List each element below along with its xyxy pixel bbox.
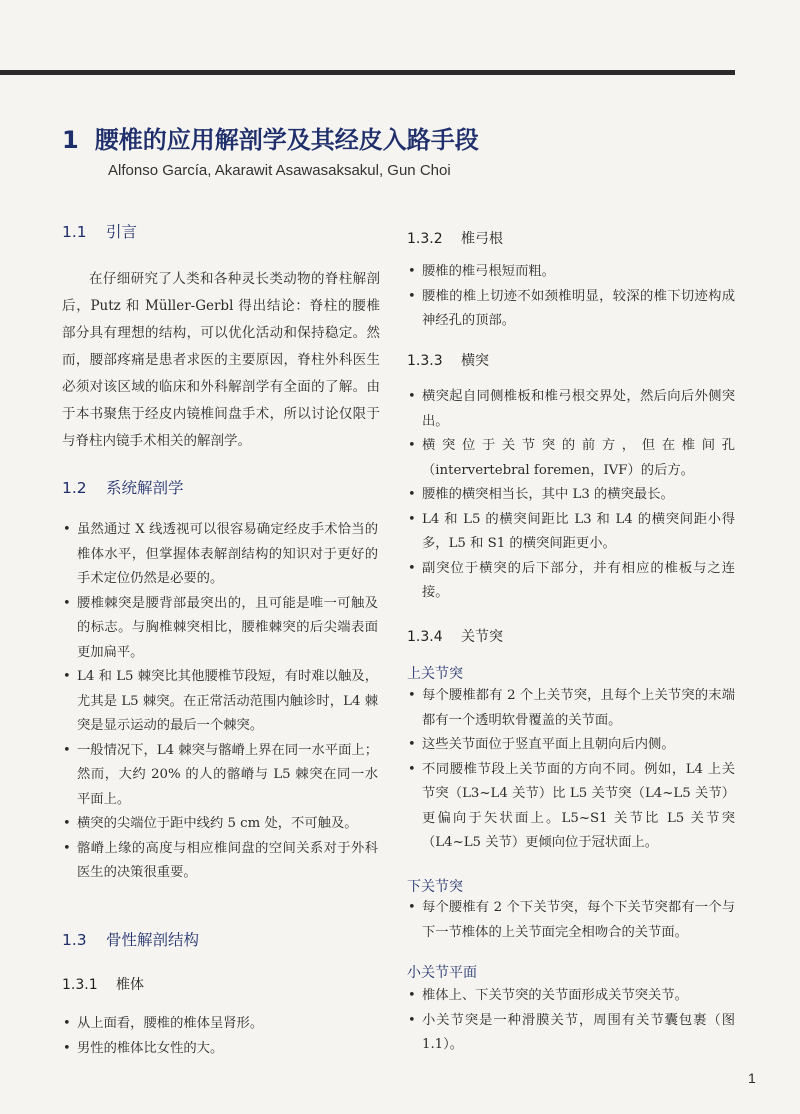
subsection-heading-transverse: 1.3.3 横突 [407, 353, 489, 369]
list-item: • 男性的椎体比女性的大。 [62, 1037, 378, 1062]
pedicle-bullet-list [407, 260, 735, 334]
list-item: • 小关节突是一种滑膜关节，周围有关节囊包裹（图 1.1）。 [407, 1009, 735, 1058]
list-item: • 腰椎棘突是腰背部最突出的，且可能是唯一可触及的标志。与胸椎棘突相比，腰椎棘突的后尖端表面更加扁平。 [62, 592, 378, 666]
list-item: • 不同腰椎节段上关节面的方向不同。例如，L4 上关节突（L3~L4 关节）比 L5 关节突（L4~L5 关节）更偏向于矢状面上。L5~S1 关节比 L5 关节突（L4~L5 关节）更倾向位于冠状面上。 [407, 758, 735, 856]
inferior-articular-heading: 下关节突 [407, 879, 463, 895]
chapter-authors: Alfonso García, Akarawit Asawasaksakul, Gun Choi [108, 162, 451, 179]
facet-plane-heading: 小关节平面 [407, 965, 477, 981]
page-number: 1 [748, 1070, 756, 1086]
list-item: • 横突位于关节突的前方，但在椎间孔（intervertebral foremen，IVF）的后方。 [407, 434, 735, 483]
list-item: • 每个腰椎都有 2 个上关节突，且每个上关节突的末端都有一个透明软骨覆盖的关节面。 [407, 684, 735, 733]
intro-paragraph: 在仔细研究了人类和各种灵长类动物的脊柱解剖后，Putz 和 Müller-Gerbl 得出结论：脊柱的腰椎部分具有理想的结构，可以优化活动和保持稳定。然而，腰部疼痛是患者求医的主要原因，脊柱外科医生必须对该区域的临床和外科解剖学有全面的了解。由于本书聚焦于经皮内镜椎间盘手术，所以讨论仅限于与脊柱内镜手术相关的解剖学。 [62, 271, 380, 449]
subsection-heading-articular: 1.3.4 关节突 [407, 629, 503, 645]
section-heading-systematic: 1.2 系统解剖学 [62, 479, 184, 497]
list-item: • 每个腰椎有 2 个下关节突，每个下关节突都有一个与下一节椎体的上关节面完全相吻合的关节面。 [407, 896, 735, 945]
list-item: • L4 和 L5 的横突间距比 L3 和 L4 的横突间距小得多，L5 和 S1 的横突间距更小。 [407, 508, 735, 557]
list-item: • 髂嵴上缘的高度与相应椎间盘的空间关系对于外科医生的决策很重要。 [62, 837, 378, 886]
list-item: • 横突起自同侧椎板和椎弓根交界处，然后向后外侧突出。 [407, 385, 735, 434]
list-item: • L4 和 L5 棘突比其他腰椎节段短，有时难以触及，尤其是 L5 棘突。在正常活动范围内触诊时，L4 棘突是显示运动的最后一个棘突。 [62, 665, 378, 739]
chapter-number: 1 [62, 126, 79, 154]
list-item: • 腰椎的横突相当长，其中 L3 的横突最长。 [407, 483, 735, 508]
chapter-title [62, 120, 479, 155]
list-item: • 腰椎的椎上切迹不如颈椎明显，较深的椎下切迹构成神经孔的顶部。 [407, 285, 735, 334]
list-item: • 椎体上、下关节突的关节面形成关节突关节。 [407, 984, 735, 1009]
list-item: • 一般情况下，L4 棘突与髂嵴上界在同一水平面上；然而，大约 20% 的人的髂嵴与 L5 棘突在同一水平面上。 [62, 739, 378, 813]
list-item: • 横突的尖端位于距中线约 5 cm 处，不可触及。 [62, 812, 378, 837]
header-rule [0, 70, 735, 75]
list-item: • 腰椎的椎弓根短而粗。 [407, 260, 735, 285]
list-item: • 从上面看，腰椎的椎体呈肾形。 [62, 1012, 378, 1037]
list-item: • 副突位于横突的后下部分，并有相应的椎板与之连接。 [407, 557, 735, 606]
transverse-bullet-list [407, 385, 735, 606]
subsection-heading-vertebral-body: 1.3.1 椎体 [62, 977, 144, 993]
chapter-title-text: 腰椎的应用解剖学及其经皮入路手段 [94, 126, 479, 154]
systematic-bullet-list [62, 518, 378, 886]
section-heading-intro: 1.1 引言 [62, 223, 138, 241]
section-heading-bony: 1.3 骨性解剖结构 [62, 931, 200, 949]
superior-articular-bullet-list [407, 684, 735, 856]
superior-articular-heading: 上关节突 [407, 666, 463, 682]
inferior-articular-bullet-list [407, 896, 735, 945]
subsection-heading-pedicle: 1.3.2 椎弓根 [407, 231, 503, 247]
facet-plane-bullet-list [407, 984, 735, 1058]
list-item: • 这些关节面位于竖直平面上且朝向后内侧。 [407, 733, 735, 758]
list-item: • 虽然通过 X 线透视可以很容易确定经皮手术恰当的椎体水平，但掌握体表解剖结构的知识对于更好的手术定位仍然是必要的。 [62, 518, 378, 592]
vertebral-body-bullet-list [62, 1012, 378, 1061]
